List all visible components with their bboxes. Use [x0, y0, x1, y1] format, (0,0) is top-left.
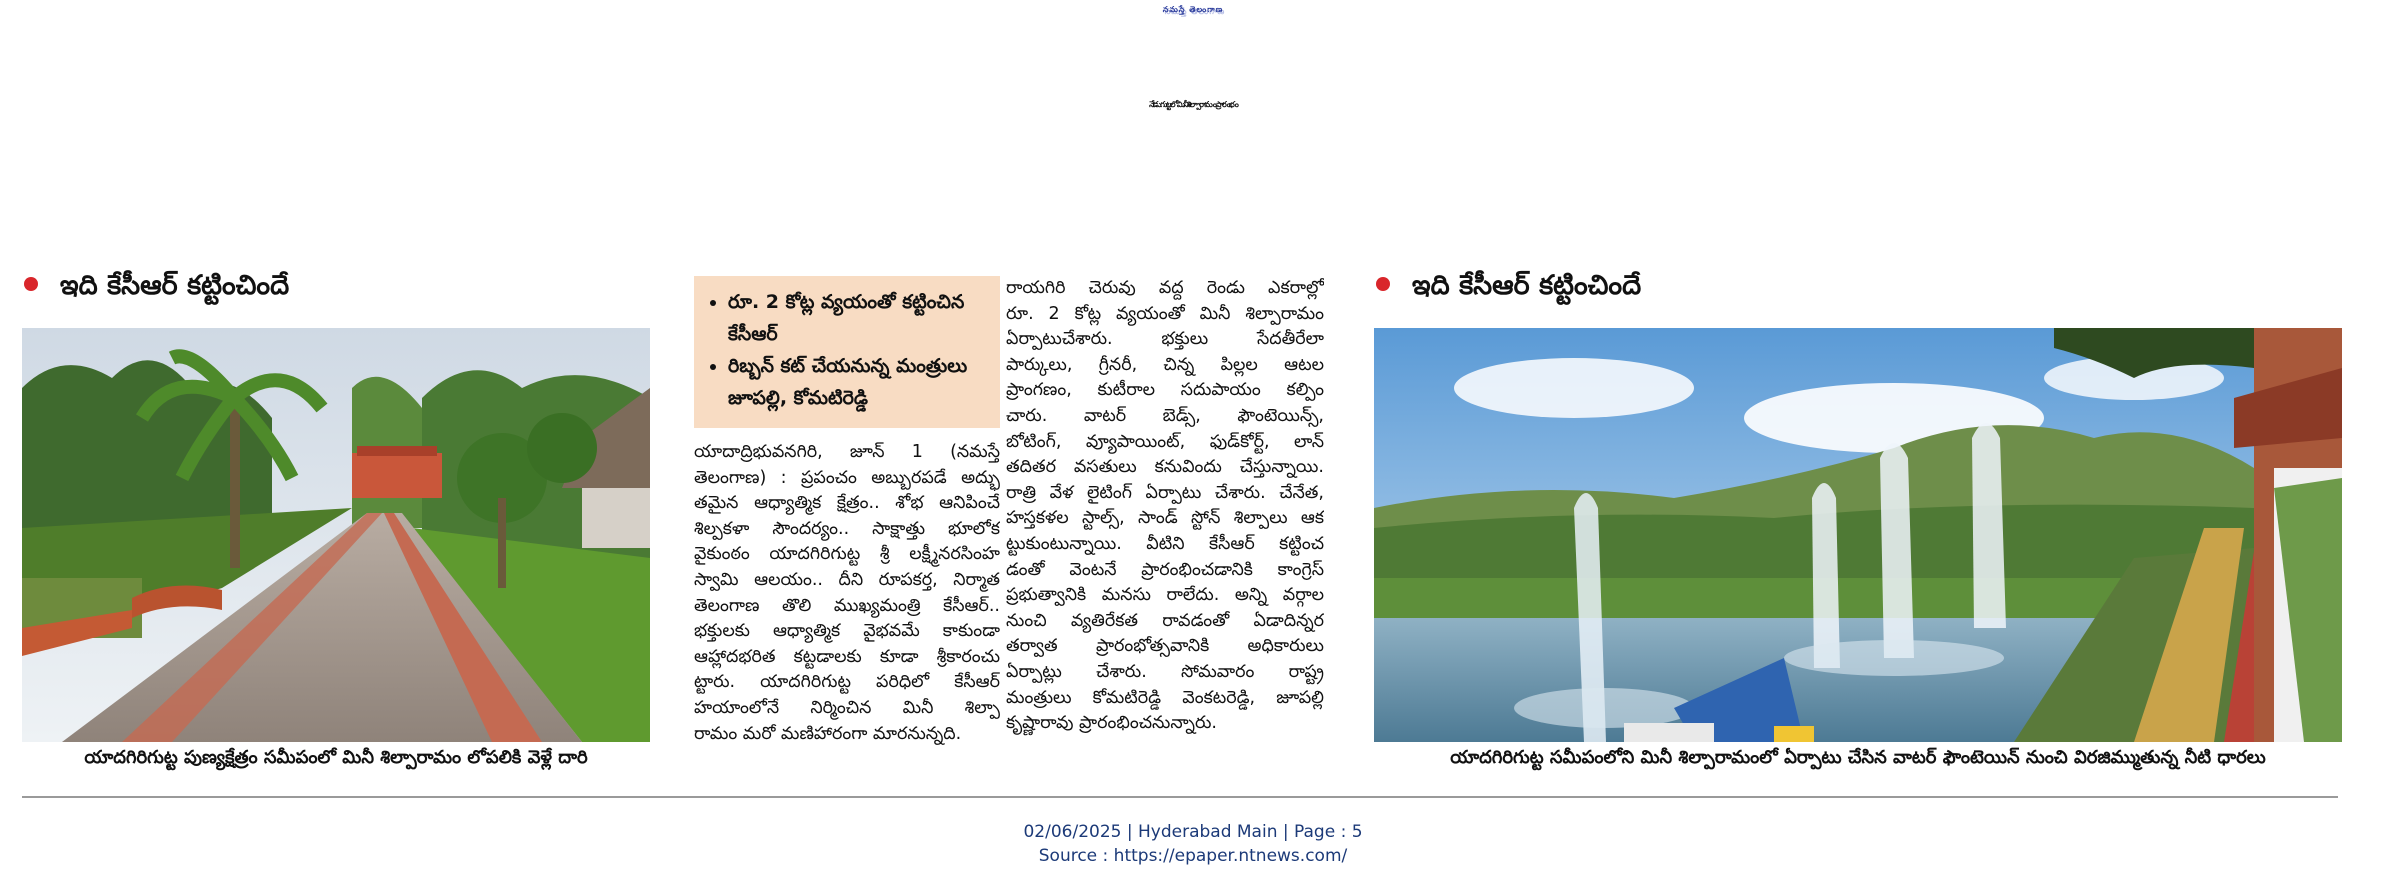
left-kicker-text: ఇది కేసీఆర్ కట్టించిందే	[60, 270, 290, 301]
body-line: రాయగిరి చెరువు వద్ద రెండు ఎకరాల్లో	[1006, 278, 1324, 298]
body-line: ట్టుకుంటున్నాయి. వీటిని కేసీఆర్ కట్టించ	[1006, 533, 1324, 554]
red-bullet-icon	[1376, 277, 1390, 291]
body-line: భక్తులకు ఆధ్యాత్మిక వైభవమే కాకుండా	[694, 621, 1000, 642]
body-column-2	[1006, 276, 1324, 737]
body-line: కృష్ణారావు ప్రారంభించనున్నారు.	[1006, 713, 1217, 734]
body-line: స్వామి ఆలయం.. దీని రూపకర్త, నిర్మాత	[694, 569, 1000, 590]
body-line: ఆహ్లాదభరిత కట్టడాలకు కూడా శ్రీకారంచు	[694, 646, 1000, 667]
body-line: ప్రభుత్వానికి మనసు రాలేదు. అన్ని వర్గాల	[1006, 585, 1324, 606]
body-line: తమైన ఆధ్యాత్మిక క్షేత్రం.. శోభ ఆనిపించే	[694, 493, 1000, 514]
body-line: వైకుంఠం యాదగిరిగుట్ట శ్రీ లక్ష్మీనరసింహ	[694, 544, 1000, 565]
fountain-photo-caption: యాదగిరిగుట్ట సమీపంలోని మినీ శిల్పారామంలో ఏర్పాటు చేసిన వాటర్ ఫౌంటెయిన్ నుంచి విరజిమ్ముతున్న నీటి ధారలు	[1450, 747, 2266, 768]
newspaper-masthead: నమస్తే తెలంగాణ	[1162, 4, 1224, 14]
body-line: మంత్రులు కోమటిరెడ్డి వెంకటరెడ్డి, జూపల్లి	[1006, 687, 1324, 708]
highlight-item: • రూ. 2 కోట్ల వ్యయంతో కట్టించిన కేసీఆర్	[728, 286, 992, 350]
body-line: ట్టారు. యాదగిరిగుట్ట పరిధిలో కేసీఆర్	[694, 672, 1000, 693]
body-line: డంతో వెంటనే ప్రారంభించడానికి కాంగ్రెస్	[1006, 559, 1324, 580]
body-line: బోటింగ్, వ్యూపాయింట్, ఫుడ్‌కోర్ట్, లాన్	[1006, 431, 1324, 452]
body-line: ప్రాంగణం, కుటీరాల సదుపాయం కల్పిం	[1006, 380, 1324, 401]
left-story-kicker	[24, 270, 289, 308]
walkway-photo-caption: యాదగిరిగుట్ట పుణ్యక్షేత్రం సమీపంలో మినీ శిల్పారామం లోపలికి వెళ్లే దారి	[84, 747, 588, 768]
body-line: తెలంగాణ తొలి ముఖ్యమంత్రి కేసీఆర్..	[694, 595, 1000, 616]
body-line: శిల్పకళా సౌందర్యం.. సాక్షాత్తు భూలోక	[694, 518, 1000, 539]
body-line: ఏర్పాటుచేశారు. భక్తులు సేదతీరేలా	[1006, 329, 1324, 350]
body-line: రాత్రి వేళ లైటింగ్ ఏర్పాటు చేశారు. చేనేత,	[1006, 482, 1324, 503]
body-line: హయాంలోనే నిర్మించిన మినీ శిల్పా	[694, 697, 1000, 718]
body-line: హస్తకళల స్టాల్స్, సాండ్ స్టోన్ శిల్పాలు ఆక	[1006, 508, 1324, 529]
body-line: రామం మరో మణిహారంగా మారనున్నది.	[694, 723, 962, 744]
body-line: తర్వాత ప్రారంభోత్సవానికి అధికారులు	[1006, 636, 1324, 657]
body-line: యాదాద్రిభువనగిరి, జూన్ 1 (నమస్తే	[694, 442, 1000, 462]
walkway-photo-illustration	[22, 328, 650, 742]
red-bullet-icon	[24, 277, 38, 291]
right-kicker-text: ఇది కేసీఆర్ కట్టించిందే	[1412, 270, 1642, 301]
body-line: ఏర్పాట్లు చేశారు. సోమవారం రాష్ట్ర	[1006, 661, 1324, 682]
body-line: పార్కులు, గ్రీనరీ, చిన్న పిల్లల ఆటల	[1006, 354, 1324, 375]
footer-dateline: 02/06/2025 | Hyderabad Main | Page : 5	[1023, 822, 1363, 842]
body-line: రూ. 2 కోట్ల వ్యయంతో మినీ శిల్పారామం	[1006, 303, 1324, 324]
highlights-list	[706, 286, 992, 414]
highlight-item: • రిబ్బన్ కట్ చేయనున్న మంత్రులు జూపల్లి, కోమటిరెడ్డి	[728, 350, 992, 414]
main-headline: నేడు గుట్టలో మినీశిల్పారామం ప్రారంభం	[1149, 100, 1237, 109]
highlights-box	[694, 276, 1000, 428]
body-column-1	[694, 440, 1000, 747]
page-divider	[22, 796, 2338, 798]
body-line: తెలంగాణ) : ప్రపంచం అబ్బురపడే అద్భు	[694, 467, 1000, 488]
fountain-photo-illustration	[1374, 328, 2342, 742]
right-story-kicker	[1376, 270, 1641, 308]
body-line: తదితర వసతులు కనువిందు చేస్తున్నాయి.	[1006, 457, 1324, 478]
body-line: చారు. వాటర్ బెడ్స్, ఫౌంటెయిన్స్,	[1006, 405, 1324, 426]
fountain-photo	[1374, 328, 2342, 742]
walkway-photo	[22, 328, 650, 742]
footer-source: Source : https://epaper.ntnews.com/	[1038, 846, 1348, 866]
body-line: నుంచి వ్యతిరేకత రావడంతో ఏడాదిన్నర	[1006, 610, 1324, 631]
